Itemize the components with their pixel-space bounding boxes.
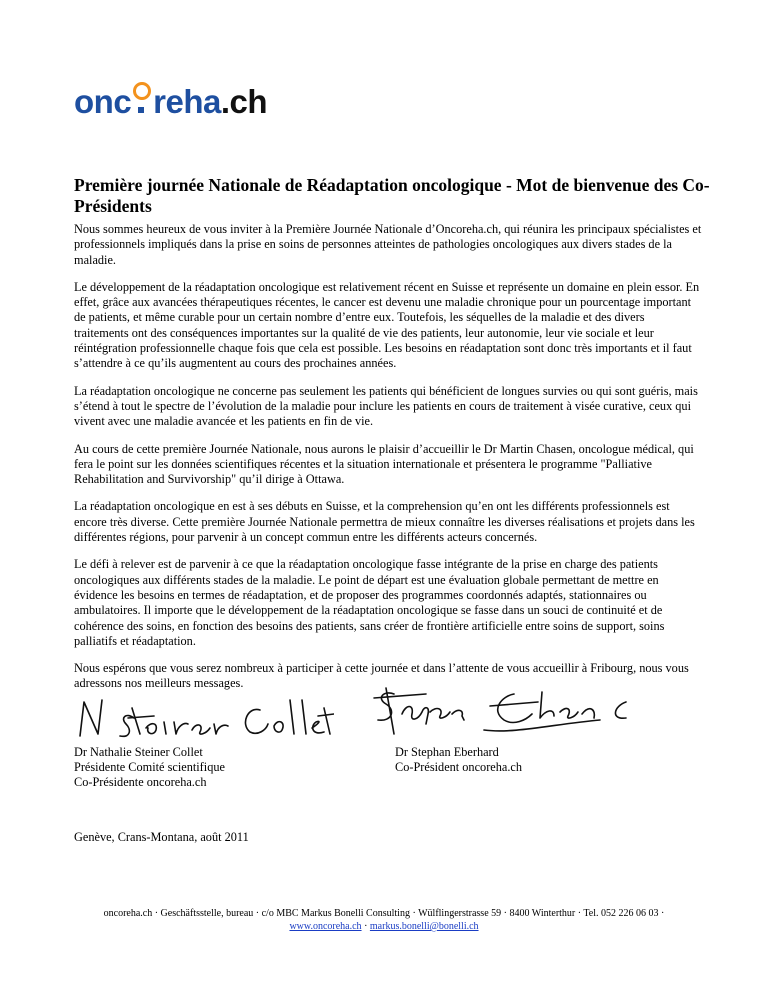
signer-organization: Co-Présidente oncoreha.ch: [74, 775, 207, 789]
signer-eberhard: [395, 745, 522, 775]
page-footer: [0, 907, 768, 933]
website-link[interactable]: www.oncoreha.ch: [289, 921, 362, 932]
signer-role: Présidente Comité scientifique: [74, 760, 225, 774]
paragraph-guest-speaker: Au cours de cette première Journée Nationale, nous aurons le plaisir d’accueillir le Dr Martin Chasen, oncologue médical, qui fera le point sur les données scientifiques récentes et la situation internationale et présentera le programme "Palliative Rehabilitation and Survivorship" qu’il dirige à Ottawa.: [74, 441, 694, 487]
paragraph-beginnings: La réadaptation oncologique en est à ses débuts en Suisse, et la comprehension qu’en ont les différents professionnels est encore très diverse. Cette première Journée Nationale permettra de mieux connaître les diverses réalisations et projets dans les différentes régions, pour parvenir à un concept commun entre les différents acteurs concernés.: [74, 499, 695, 545]
signer-steiner-collet: [74, 745, 225, 790]
logo-person-icon: [132, 82, 152, 118]
letter-body: [74, 222, 702, 704]
paragraph-challenge: Le défi à relever est de parvenir à ce que la réadaptation oncologique fasse intégrante de la prise en charge des patients oncologiques aux différents stades de la maladie. Le point de départ est une évaluation globale permettant de mettre en évidence les besoins en termes de réadaptation, et de proposer des programmes coordonnés adaptés, stationnaires ou ambulatoires. Il importe que le développement de la réadaptation oncologique se fasse dans un souci de continuité et de cohérence des soins, en fonction des besoins des patients, sans créer de frontière artificielle entre soins de support, soins palliatifs et réadaptation.: [74, 557, 665, 648]
footer-links: [0, 920, 768, 933]
logo-suffix: reha: [153, 83, 221, 120]
paragraph-closing: Nous espérons que vous serez nombreux à participer à cette journée et dans l’attente de vous accueillir à Fribourg, nous vous adressons nos meilleurs messages.: [74, 661, 689, 691]
footer-address: oncoreha.ch · Geschäftsstelle, bureau · c/o MBC Markus Bonelli Consulting · Wülflingerstrasse 59 · 8400 Winterthur · Tel. 052 226 06 03 ·: [103, 908, 665, 919]
signature-steiner-collet: [74, 688, 334, 744]
signer-name: Dr Nathalie Steiner Collet: [74, 745, 203, 759]
paragraph-invitation: Nous sommes heureux de vous inviter à la Première Journée Nationale d’Oncoreha.ch, qui réunira les principaux spécialistes et professionnels impliqués dans la prise en soins de personnes atteintes de pathologies oncologiques aux divers stades de la maladie.: [74, 222, 702, 267]
logo-prefix: onc: [74, 83, 132, 120]
email-link[interactable]: markus.bonelli@bonelli.ch: [369, 921, 479, 932]
footer-separator: ·: [364, 921, 368, 932]
paragraph-scope: La réadaptation oncologique ne concerne pas seulement les patients qui bénéficient de longues survies ou qui sont guéris, mais s’étend à tout le spectre de l’évolution de la maladie pour inclure les patients en cours de traitement à visée curative, ceux qui vivent avec une maladie avancée et les patients en fin de vie.: [74, 383, 698, 429]
logo-tld: .ch: [220, 83, 268, 120]
signature-eberhard: [364, 680, 674, 742]
place-and-date: Genève, Crans-Montana, août 2011: [74, 830, 249, 844]
signer-role: Co-Président oncoreha.ch: [395, 760, 523, 774]
signer-name: Dr Stephan Eberhard: [395, 745, 499, 759]
oncoreha-logo: [74, 78, 267, 118]
document-title: Première journée Nationale de Réadaptation oncologique - Mot de bienvenue des Co-Présidents: [74, 175, 710, 216]
paragraph-development: Le développement de la réadaptation oncologique est relativement récent en Suisse et représente un domaine en plein essor. En effet, grâce aux avancées thérapeutiques récentes, le cancer est devenu une maladie chronique pour un pourcentage important de patients, et même curable pour un certain nombre d’entre eux. Toutefois, les séquelles de la maladie et des divers traitements ont des conséquences importantes sur la qualité de vie des patients, leur autonomie, leur vie sociale et leur réintégration professionnelle chaque fois que cela est possible. Les besoins en réadaptation sont donc très importants et il faut s’attendre à ce qu’ils augmentent au cours des prochaines années.: [74, 279, 700, 371]
